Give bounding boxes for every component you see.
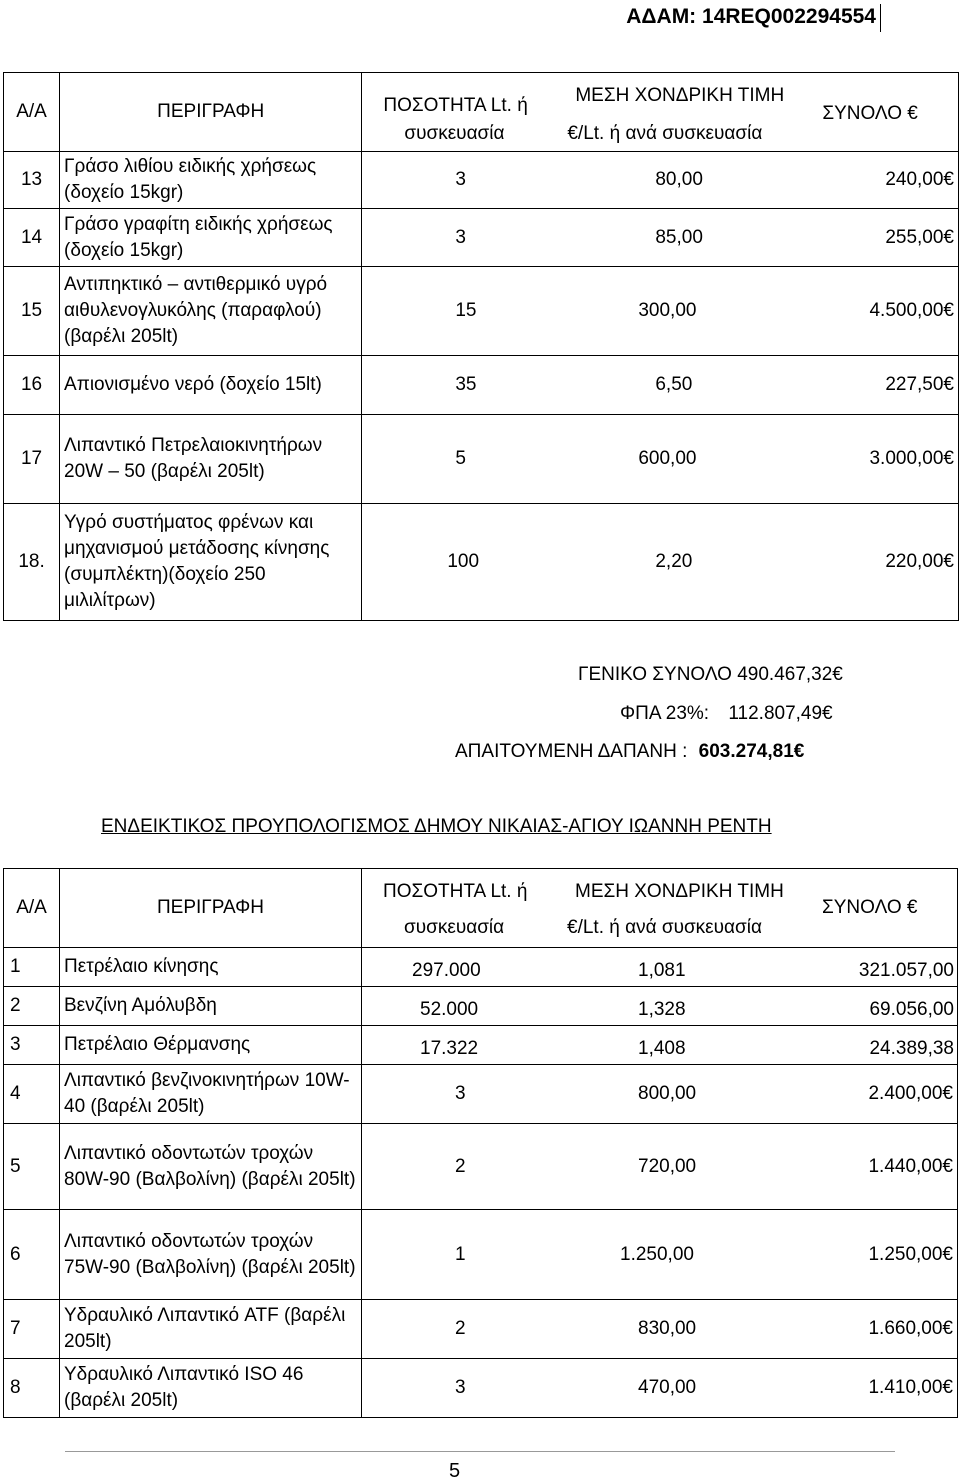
col-price-header-1: ΜΕΣΗ ΧΟΝΔΡΙΚΗ ΤΙΜΗ [575, 85, 785, 106]
table-row [4, 504, 959, 621]
row-desc: Απιονισμένο νερό (δοχείο 15lt) [60, 356, 362, 415]
row-aa: 2 [4, 987, 60, 1026]
ada-code: ΑΔΑΜ: 14REQ002294554 [626, 5, 876, 28]
row-desc: Υδραυλικό Λιπαντικό ISO 46 (βαρέλι 205lt) [60, 1359, 362, 1418]
page-number: 5 [449, 1460, 461, 1482]
table-row [4, 1124, 958, 1210]
row-aa: 3 [4, 1026, 60, 1065]
col-qty-header-2: συσκευασία [404, 123, 505, 144]
col-qty-header-1: ΠΟΣΟΤΗΤΑ Lt. ή [383, 95, 528, 116]
text-cursor [880, 4, 881, 32]
table-row [4, 415, 959, 504]
row-total: 227,50€ [885, 374, 954, 395]
row-total: 1.250,00€ [868, 1243, 953, 1265]
row-desc: Υγρό συστήματος φρένων και μηχανισμού μετάδοσης κίνησης (συμπλέκτη)(δοχείο 250 μιλιλίτρων) [60, 504, 362, 621]
row-qty: 297.000 [412, 959, 481, 981]
row-total: 255,00€ [885, 226, 954, 248]
row-desc: Λιπαντικό οδοντωτών τροχών 80W-90 (Βαλβολίνη) (βαρέλι 205lt) [60, 1124, 362, 1210]
row-aa: 7 [4, 1300, 60, 1359]
row-price: 80,00 [655, 169, 703, 190]
table-row [4, 209, 959, 267]
col-values-header [362, 869, 958, 948]
col-desc-header: ΠΕΡΙΓΡΑΦΗ [60, 869, 362, 948]
row-qty: 17.322 [420, 1037, 479, 1059]
row-total: 220,00€ [885, 551, 954, 572]
row-price: 600,00 [638, 448, 697, 469]
row-qty: 100 [447, 551, 480, 572]
row-desc: Πετρέλαιο κίνησης [60, 948, 362, 987]
row-price: 830,00 [638, 1318, 697, 1339]
row-total: 2.400,00€ [868, 1083, 953, 1104]
row-price: 1,328 [638, 998, 686, 1020]
row-desc: Πετρέλαιο Θέρμανσης [60, 1026, 362, 1065]
table-row [4, 948, 958, 987]
row-aa: 4 [4, 1065, 60, 1124]
col-desc-header: ΠΕΡΙΓΡΑΦΗ [60, 73, 362, 152]
row-qty: 3 [455, 1377, 466, 1398]
row-qty: 2 [455, 1155, 466, 1177]
col-values-header [362, 73, 959, 152]
col-price-header-1: ΜΕΣΗ ΧΟΝΔΡΙΚΗ ΤΙΜΗ [575, 881, 784, 902]
row-qty: 3 [455, 226, 466, 248]
required-expense-label: ΑΠΑΙΤΟΥΜΕΝΗ ΔΑΠΑΝΗ : [455, 741, 688, 762]
row-aa: 15 [4, 267, 60, 356]
col-qty-header-1: ΠΟΣΟΤΗΤΑ Lt. ή [383, 881, 528, 902]
vat [620, 703, 960, 725]
col-aa-header: Α/Α [4, 73, 60, 152]
col-qty-header-2: συσκευασία [404, 917, 505, 938]
row-total: 1.440,00€ [868, 1155, 953, 1177]
row-qty: 52.000 [420, 998, 479, 1020]
row-qty: 5 [455, 448, 466, 469]
grand-total [578, 664, 960, 686]
row-desc: Γράσο γραφίτη ειδικής χρήσεως (δοχείο 15kgr) [60, 209, 362, 267]
row-total: 69.056,00 [869, 998, 954, 1020]
row-desc: Λιπαντικό βενζινοκινητήρων 10W- 40 (βαρέλι 205lt) [60, 1065, 362, 1124]
items-table-2 [3, 868, 958, 1418]
row-aa: 5 [4, 1124, 60, 1210]
row-price: 720,00 [638, 1155, 697, 1177]
row-desc: Γράσο λιθίου ειδικής χρήσεως (δοχείο 15kgr) [60, 152, 362, 209]
row-price: 1,408 [638, 1037, 686, 1059]
row-aa: 13 [4, 152, 60, 209]
col-total-header: ΣΥΝΟΛΟ € [822, 897, 918, 918]
grand-total-label: ΓΕΝΙΚΟ ΣΥΝΟΛΟ [578, 664, 732, 685]
row-price: 470,00 [638, 1377, 697, 1398]
row-total: 1.410,00€ [868, 1377, 953, 1398]
row-total: 24.389,38 [869, 1037, 954, 1059]
items-table-1 [3, 72, 959, 621]
row-qty: 35 [455, 374, 477, 395]
budget-title: ΕΝΔΕΙΚΤΙΚΟΣ ΠΡΟΥΠΟΛΟΓΙΣΜΟΣ ΔΗΜΟΥ ΝΙΚΑΙΑΣ-ΑΓΙΟΥ ΙΩΑΝΝΗ ΡΕΝΤΗ [101, 816, 772, 837]
row-aa: 17 [4, 415, 60, 504]
row-qty: 2 [455, 1318, 466, 1339]
table-header-row [4, 73, 959, 152]
table-row [4, 267, 959, 356]
table-row [4, 356, 959, 415]
row-desc: Λιπαντικό Πετρελαιοκινητήρων 20W – 50 (βαρέλι 205lt) [60, 415, 362, 504]
row-aa: 1 [4, 948, 60, 987]
col-total-header: ΣΥΝΟΛΟ € [822, 103, 918, 124]
row-total: 3.000,00€ [869, 448, 954, 469]
grand-total-value: 490.467,32€ [737, 664, 843, 685]
row-aa: 8 [4, 1359, 60, 1418]
table-header-row [4, 869, 958, 948]
table-row [4, 152, 959, 209]
row-total: 240,00€ [885, 169, 954, 190]
row-qty: 3 [455, 1083, 466, 1104]
col-price-header-2: €/Lt. ή ανά συσκευασία [567, 917, 762, 938]
row-price: 1.250,00 [620, 1243, 694, 1265]
row-price: 6,50 [655, 374, 693, 395]
table-row [4, 1065, 958, 1124]
table-row [4, 1210, 958, 1300]
table-row [4, 1359, 958, 1418]
row-total: 4.500,00€ [869, 300, 954, 321]
row-desc: Λιπαντικό οδοντωτών τροχών 75W-90 (Βαλβολίνη) (βαρέλι 205lt) [60, 1210, 362, 1300]
footer-divider [65, 1451, 895, 1452]
required-expense-value: 603.274,81€ [698, 741, 805, 762]
table-row [4, 1026, 958, 1065]
row-qty: 1 [455, 1243, 466, 1265]
row-desc: Βενζίνη Αμόλυβδη [60, 987, 362, 1026]
row-price: 300,00 [638, 300, 697, 321]
row-aa: 14 [4, 209, 60, 267]
table-row [4, 1300, 958, 1359]
row-price: 85,00 [655, 226, 703, 248]
row-desc: Υδραυλικό Λιπαντικό ATF (βαρέλι 205lt) [60, 1300, 362, 1359]
row-aa: 18. [4, 504, 60, 621]
row-aa: 6 [4, 1210, 60, 1300]
row-price: 1,081 [638, 959, 686, 981]
row-price: 800,00 [638, 1083, 697, 1104]
row-qty: 3 [455, 169, 466, 190]
row-aa: 16 [4, 356, 60, 415]
col-aa-header: Α/Α [4, 869, 60, 948]
table-row [4, 987, 958, 1026]
col-price-header-2: €/Lt. ή ανά συσκευασία [567, 123, 763, 144]
row-total: 321.057,00 [858, 959, 954, 981]
row-total: 1.660,00€ [868, 1318, 953, 1339]
row-qty: 15 [455, 300, 477, 321]
vat-value: 112.807,49€ [728, 703, 833, 724]
required-expense [455, 741, 960, 763]
vat-label: ΦΠΑ 23%: [620, 703, 710, 724]
row-price: 2,20 [655, 551, 693, 572]
row-desc: Αντιπηκτικό – αντιθερμικό υγρό αιθυλενογλυκόλης (παραφλού) (βαρέλι 205lt) [60, 267, 362, 356]
